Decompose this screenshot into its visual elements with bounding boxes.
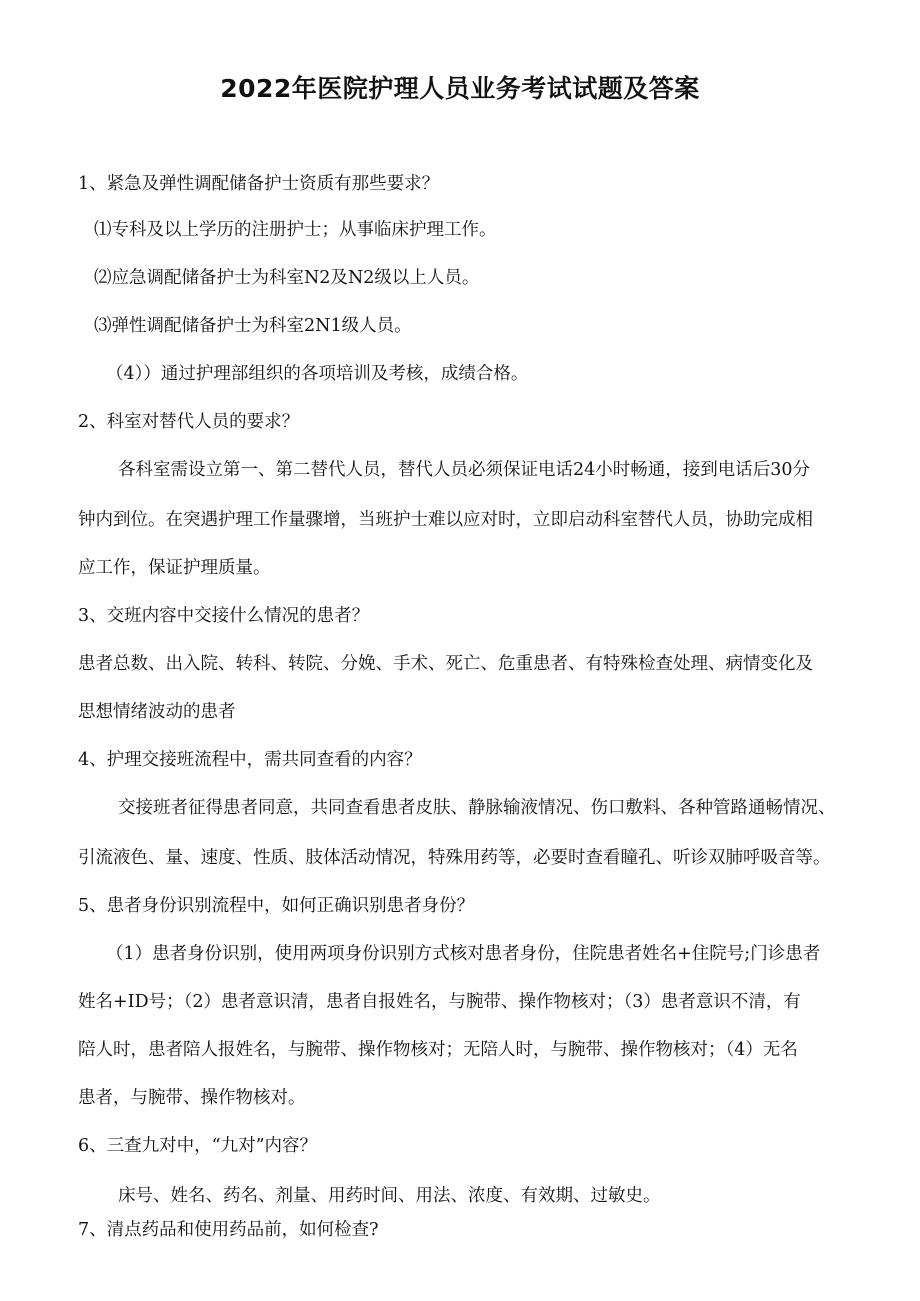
answer-1-item-3: ⑶弹性调配储备护士为科室2N1级人员。 bbox=[94, 316, 412, 336]
answer-2-line-3: 应工作，保证护理质量。 bbox=[78, 558, 271, 578]
answer-5-line-1: （1）患者身份识别，使用两项身份识别方式核对患者身份，住院患者姓名+住院号;门诊患者 bbox=[106, 944, 821, 964]
question-4: 4、护理交接班流程中，需共同查看的内容？ bbox=[78, 750, 422, 770]
answer-5-line-3: 陪人时，患者陪人报姓名，与腕带、操作物核对；无陪人时，与腕带、操作物核对；（4）无名 bbox=[78, 1040, 798, 1060]
question-2: 2、科室对替代人员的要求？ bbox=[78, 412, 300, 432]
answer-1-item-2: ⑵应急调配储备护士为科室N2及N2级以上人员。 bbox=[94, 268, 480, 288]
answer-3-line-1: 患者总数、出入院、转科、转院、分娩、手术、死亡、危重患者、有特殊检查处理、病情变化及 bbox=[78, 654, 813, 674]
question-1: 1、紧急及弹性调配储备护士资质有那些要求？ bbox=[78, 174, 440, 194]
answer-4-line-2: 引流液色、量、速度、性质、肢体活动情况，特殊用药等，必要时查看瞳孔、听诊双肺呼吸音等。 bbox=[78, 848, 831, 868]
answer-1-item-4: （4））通过护理部组织的各项培训及考核，成绩合格。 bbox=[106, 364, 529, 384]
answer-6-line-1: 床号、姓名、药名、剂量、用药时间、用法、浓度、有效期、过敏史。 bbox=[118, 1186, 661, 1206]
answer-2-line-1: 各科室需设立第一、第二替代人员，替代人员必须保证电话24小时畅通，接到电话后30分 bbox=[118, 460, 811, 480]
question-3: 3、交班内容中交接什么情况的患者？ bbox=[78, 606, 370, 626]
answer-2-line-2: 钟内到位。在突遇护理工作量骤增，当班护士难以应对时，立即启动科室替代人员，协助完成相 bbox=[78, 510, 813, 530]
answer-3-line-2: 思想情绪波动的患者 bbox=[78, 702, 236, 722]
answer-5-line-2: 姓名+ID号；（2）患者意识清，患者自报姓名，与腕带、操作物核对；（3）患者意识不清，有 bbox=[78, 992, 801, 1012]
answer-4-line-1: 交接班者征得患者同意，共同查看患者皮肤、静脉输液情况、伤口敷料、各种管路通畅情况、 bbox=[118, 798, 836, 818]
document-title: 2022年医院护理人员业务考试试题及答案 bbox=[220, 74, 700, 103]
answer-5-line-4: 患者，与腕带、操作物核对。 bbox=[78, 1088, 306, 1108]
answer-1-item-1: ⑴专科及以上学历的注册护士；从事临床护理工作。 bbox=[94, 220, 497, 240]
question-7: 7、清点药品和使用药品前，如何检查? bbox=[78, 1220, 379, 1240]
question-5: 5、患者身份识别流程中，如何正确识别患者身份？ bbox=[78, 896, 475, 916]
question-6: 6、三查九对中，“九对”内容？ bbox=[78, 1136, 318, 1156]
